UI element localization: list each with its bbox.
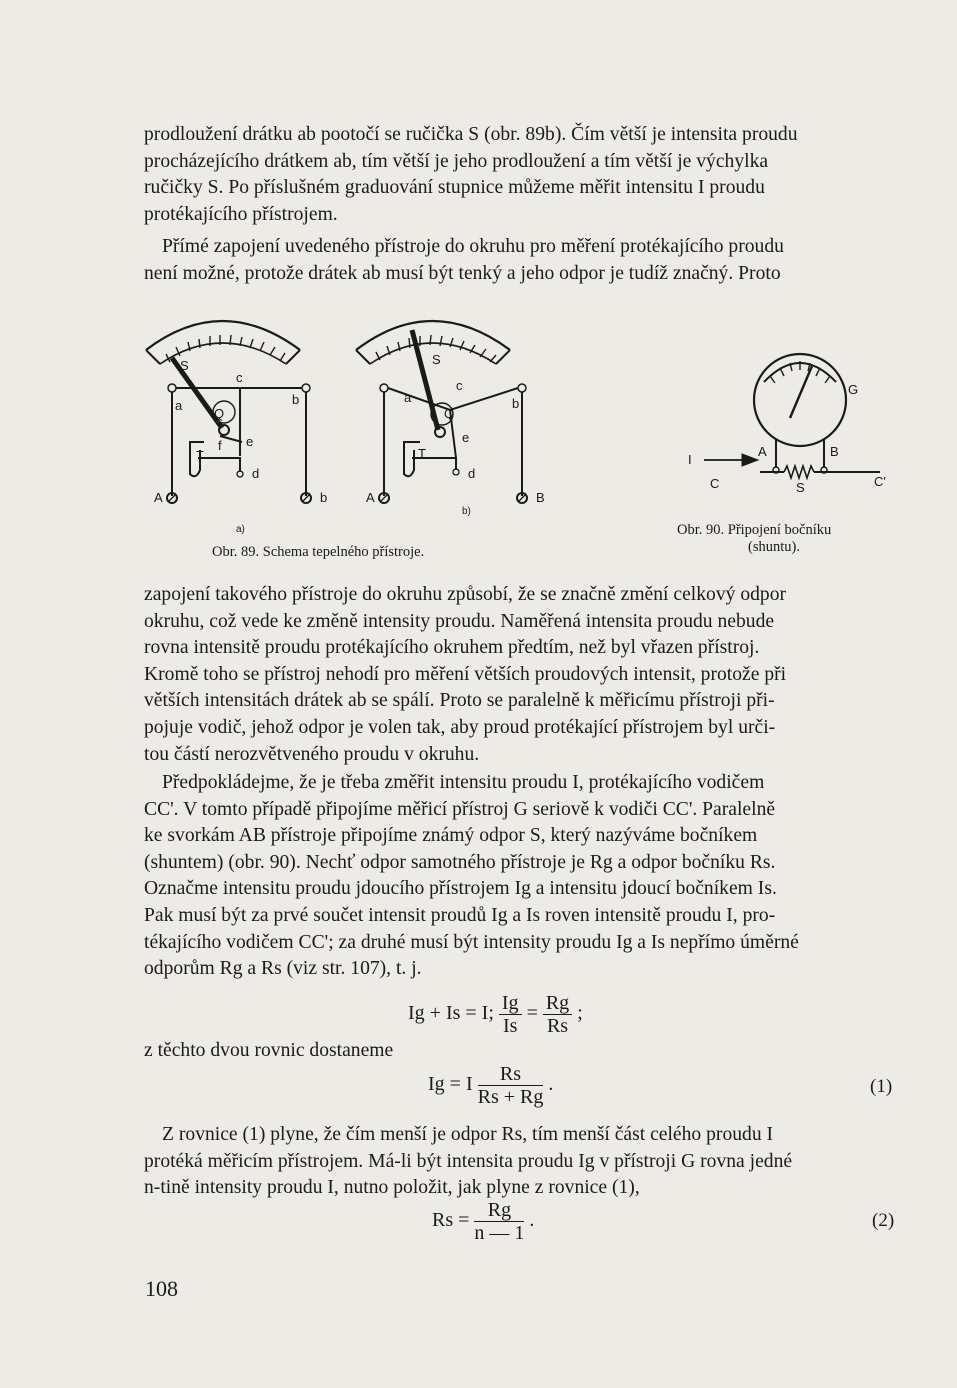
fraction: [474, 1199, 524, 1244]
numerator: Rs: [478, 1063, 544, 1086]
label-c-prime: C': [874, 474, 886, 489]
label-B: b: [320, 490, 328, 505]
label-d: d: [468, 466, 476, 481]
text-line: Kromě toho se přístroj nehodí pro měření větších proudových intensit, protože při: [144, 663, 787, 685]
label-a: a: [175, 398, 183, 413]
label-c: c: [456, 378, 463, 393]
equation-left: Ig = I: [428, 1073, 473, 1096]
text-line: protékajícího přístrojem.: [144, 203, 338, 225]
text-line: Předpokládejme, že je třeba změřit intensitu proudu I, protékajícího vodičem: [162, 772, 765, 793]
page-number: 108: [145, 1276, 178, 1301]
label-b: b: [512, 396, 520, 411]
text-line: Z rovnice (1) plyne, že čím menší je odpor Rs, tím menší část celého proudu I: [162, 1124, 774, 1145]
text-line: tékajícího vodičem CC'; za druhé musí být intensity proudu Ig a Is nepřímo úměrné: [144, 931, 799, 953]
label-a: A: [758, 444, 767, 459]
equation-2: [428, 1063, 553, 1108]
text-line: větších intensitách drátek ab se spálí. Proto se paralelně k měřicímu přístroji při-: [144, 690, 775, 712]
text-line: tou částí nerozvětveného proudu v okruhu.: [144, 743, 480, 765]
paragraph-1: [144, 122, 896, 228]
figure-thermal-instrument: [0, 300, 957, 590]
fraction: [499, 992, 522, 1037]
equation-1: Ig + Is = I; $\frac{Ig}{Is}$ = $\frac{Rg}{Rs}$ ;: [408, 992, 583, 1037]
denominator: Is: [503, 1015, 518, 1037]
text-line: pojuje vodič, jehož odpor je volen tak, aby proud protékající přístrojem byl urči-: [144, 716, 776, 738]
text-line: ručičky S. Po příslušném graduování stupnice můžeme měřit intensitu I proudu: [144, 177, 765, 199]
numerator: Rg: [474, 1199, 524, 1222]
label-b: b: [292, 392, 300, 407]
label-q: Q: [214, 406, 225, 421]
label-c: c: [236, 370, 243, 385]
figure-90: [688, 354, 886, 495]
text-line: rovna intensitě proudu protékajícího okruhem předtím, než byl vřazen přístroj.: [144, 637, 760, 659]
equation-left: Rs =: [432, 1209, 470, 1232]
text-line: z těchto dvou rovnic dostaneme: [144, 1040, 394, 1061]
text-line: Přímé zapojení uvedeného přístroje do okruhu pro měření protékajícího proudu: [162, 236, 784, 257]
figure-89a: [146, 321, 327, 535]
figure-90-caption-line1: Obr. 90. Připojení bočníku: [677, 522, 832, 538]
text-line: prodloužení drátku ab pootočí se ručička S (obr. 89b). Čím větší je intensita proudu: [144, 124, 798, 145]
label-s: S: [180, 358, 189, 373]
label-e: e: [246, 434, 254, 449]
equation-tail: .: [529, 1209, 535, 1232]
text-line: není možné, protože drátek ab musí být tenký a jeho odpor je tudíž značný. Proto: [144, 262, 781, 284]
label-t: T: [196, 448, 204, 463]
equation-number: (2): [872, 1210, 895, 1231]
label-g: G: [848, 382, 859, 397]
label-A: A: [154, 490, 163, 505]
figure-90-caption-line2: (shuntu).: [748, 539, 800, 555]
numerator: Ig: [499, 992, 522, 1015]
paragraph-3: [144, 582, 896, 768]
label-i: I: [688, 452, 692, 467]
text-line: protéká měřicím přístrojem. Má-li být intensita proudu Ig v přístroji G rovna jedné: [144, 1150, 793, 1172]
text-line: Označme intensitu proudu jdoucího přístrojem Ig a intensitu jdoucí bočníkem Is.: [144, 878, 777, 900]
text-line: Pak musí být za prvé součet intensit proudů Ig a Is roven intensitě proudu I, pro-: [144, 904, 776, 926]
label-a: a: [404, 390, 412, 405]
denominator: n — 1: [474, 1222, 525, 1244]
label-f: f: [218, 438, 222, 453]
paragraph-5: [144, 1122, 896, 1202]
paragraph-4: [144, 770, 896, 983]
text-line: CC'. V tomto případě připojíme měřicí přístroj G seriově k vodiči CC'. Paralelně: [144, 798, 776, 820]
figure-89-caption: Obr. 89. Schema tepelného přístroje.: [212, 544, 425, 560]
label-q: Q: [444, 406, 455, 421]
denominator: Rs + Rg: [477, 1086, 544, 1108]
equation-left: Ig + Is = I;: [408, 1002, 494, 1025]
denominator: Rs: [546, 1015, 569, 1037]
line-between: [144, 1038, 896, 1065]
fraction: [543, 992, 572, 1037]
paragraph-2: [144, 234, 896, 287]
text-line: zapojení takového přístroje do okruhu způsobí, že se značně změní celkový odpor: [144, 584, 787, 605]
text-line: ke svorkám AB přístroje připojíme známý odpor S, který nazýváme bočníkem: [144, 825, 758, 847]
label-A: A: [366, 490, 375, 505]
equation-tail: .: [548, 1073, 554, 1096]
label-t: T: [418, 446, 426, 461]
label-s: S: [796, 480, 805, 495]
label-B: B: [536, 490, 545, 505]
equation-3: [432, 1199, 534, 1244]
text-line: odporům Rg a Rs (viz str. 107), t. j.: [144, 958, 422, 980]
figure-89b: [356, 321, 545, 517]
text-line: n-tině intensity proudu I, nutno položit, jak plyne z rovnice (1),: [144, 1177, 640, 1199]
sub-label: b): [462, 506, 471, 517]
label-c: C: [710, 476, 720, 491]
label-b: B: [830, 444, 839, 459]
text-line: okruhu, což vede ke změně intensity proudu. Naměřená intensita proudu nebude: [144, 610, 775, 632]
text-line: (shuntem) (obr. 90). Nechť odpor samotného přístroje je Rg a odpor bočníku Rs.: [144, 851, 776, 873]
label-e: e: [462, 430, 470, 445]
fraction: [478, 1063, 544, 1108]
equation-number: (1): [870, 1076, 893, 1097]
label-d: d: [252, 466, 260, 481]
numerator: Rg: [543, 992, 572, 1015]
text-line: procházejícího drátkem ab, tím větší je jeho prodloužení a tím větší je výchylka: [144, 150, 769, 172]
label-s: S: [432, 352, 441, 367]
sub-label: a): [236, 524, 245, 535]
